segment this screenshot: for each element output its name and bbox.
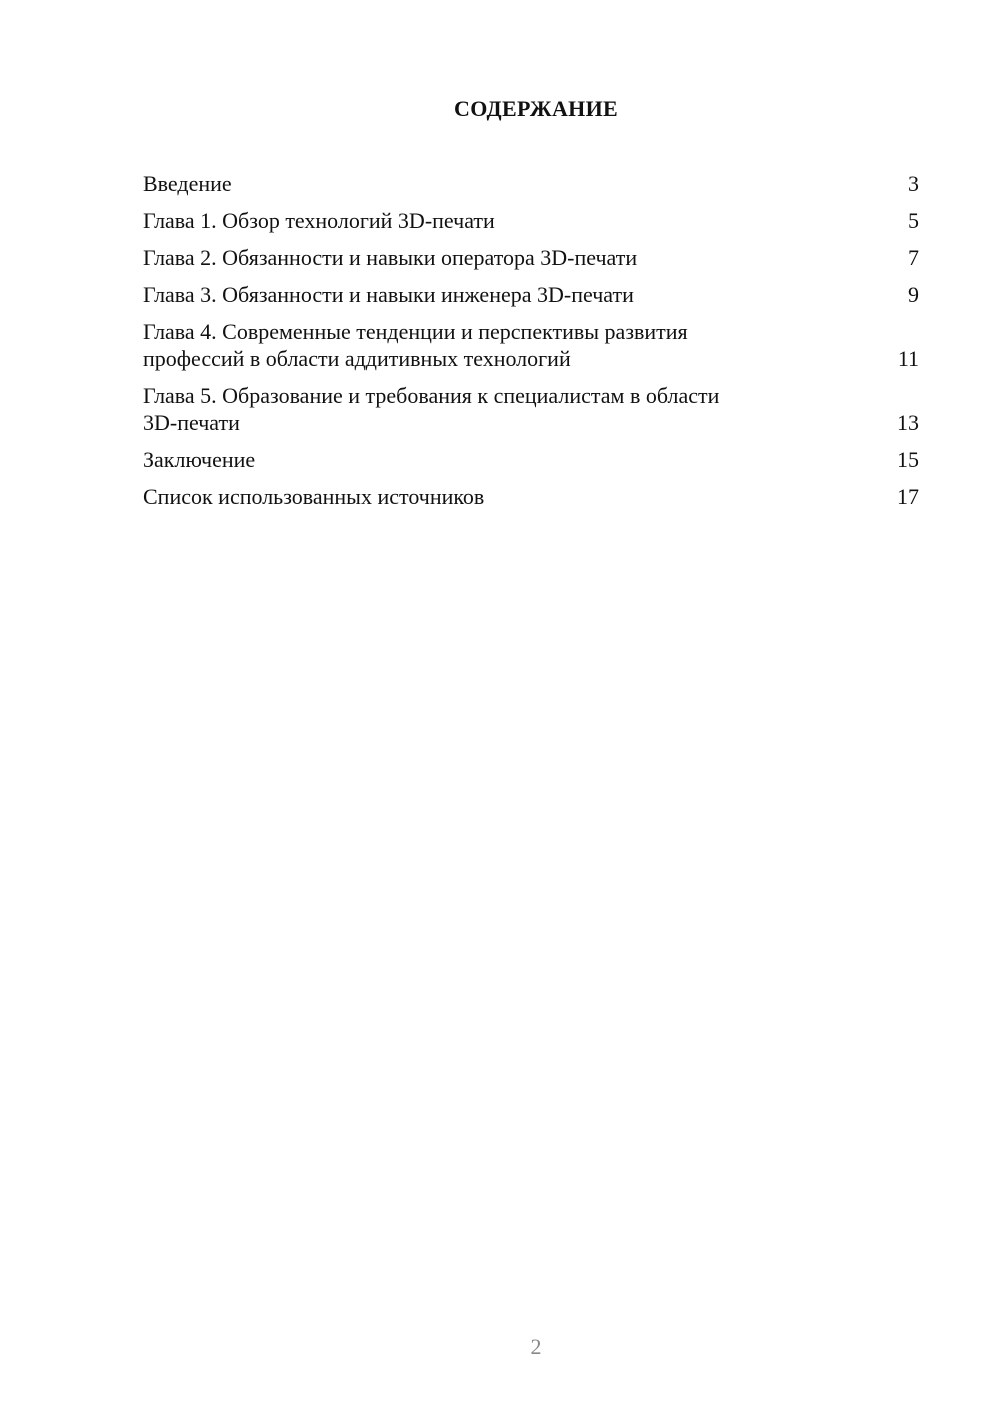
toc-entry-page: 13 bbox=[897, 410, 919, 435]
toc-entry-line: Введение bbox=[143, 171, 232, 196]
toc-entry-line: Заключение bbox=[143, 447, 256, 472]
page-number: 2 bbox=[530, 1334, 542, 1359]
toc-entry-page: 5 bbox=[908, 208, 919, 233]
toc-entry-page: 3 bbox=[908, 171, 919, 196]
toc-entry bbox=[143, 382, 919, 436]
toc-entry bbox=[143, 318, 919, 372]
toc-entry bbox=[143, 170, 919, 197]
toc-entry-line: Глава 1. Обзор технологий 3D-печати bbox=[143, 208, 495, 233]
toc-entry-page: 9 bbox=[908, 282, 919, 307]
toc-entry-title bbox=[143, 318, 688, 372]
toc-entry-line: Глава 2. Обязанности и навыки оператора 3D-печати bbox=[143, 245, 638, 270]
toc-entry-line: Глава 3. Обязанности и навыки инженера 3D-печати bbox=[143, 282, 634, 307]
toc-heading: СОДЕРЖАНИЕ bbox=[454, 96, 618, 121]
toc-entry bbox=[143, 207, 919, 234]
toc-entry-title bbox=[143, 382, 719, 436]
toc-entry-page: 15 bbox=[897, 447, 919, 472]
toc-entry-line: Список использованных источников bbox=[143, 484, 485, 509]
toc-entry bbox=[143, 281, 919, 308]
toc-entry bbox=[143, 483, 919, 510]
toc-entry-title bbox=[143, 207, 495, 234]
toc-entry-title bbox=[143, 483, 484, 510]
toc-entry bbox=[143, 244, 919, 271]
toc-list bbox=[143, 170, 919, 520]
toc-entry bbox=[143, 446, 919, 473]
toc-entry-page: 17 bbox=[897, 484, 919, 509]
toc-entry-line: профессий в области аддитивных технологий bbox=[143, 346, 571, 371]
toc-entry-title bbox=[143, 446, 255, 473]
toc-entry-page: 11 bbox=[897, 346, 919, 371]
toc-entry-title bbox=[143, 170, 232, 197]
toc-entry-line: 3D-печати bbox=[143, 410, 240, 435]
toc-entry-line: Глава 4. Современные тенденции и перспективы развития bbox=[143, 319, 688, 344]
toc-entry-title bbox=[143, 244, 637, 271]
toc-entry-title bbox=[143, 281, 634, 308]
toc-entry-line: Глава 5. Образование и требования к специалистам в области bbox=[143, 383, 720, 408]
toc-entry-page: 7 bbox=[908, 245, 919, 270]
